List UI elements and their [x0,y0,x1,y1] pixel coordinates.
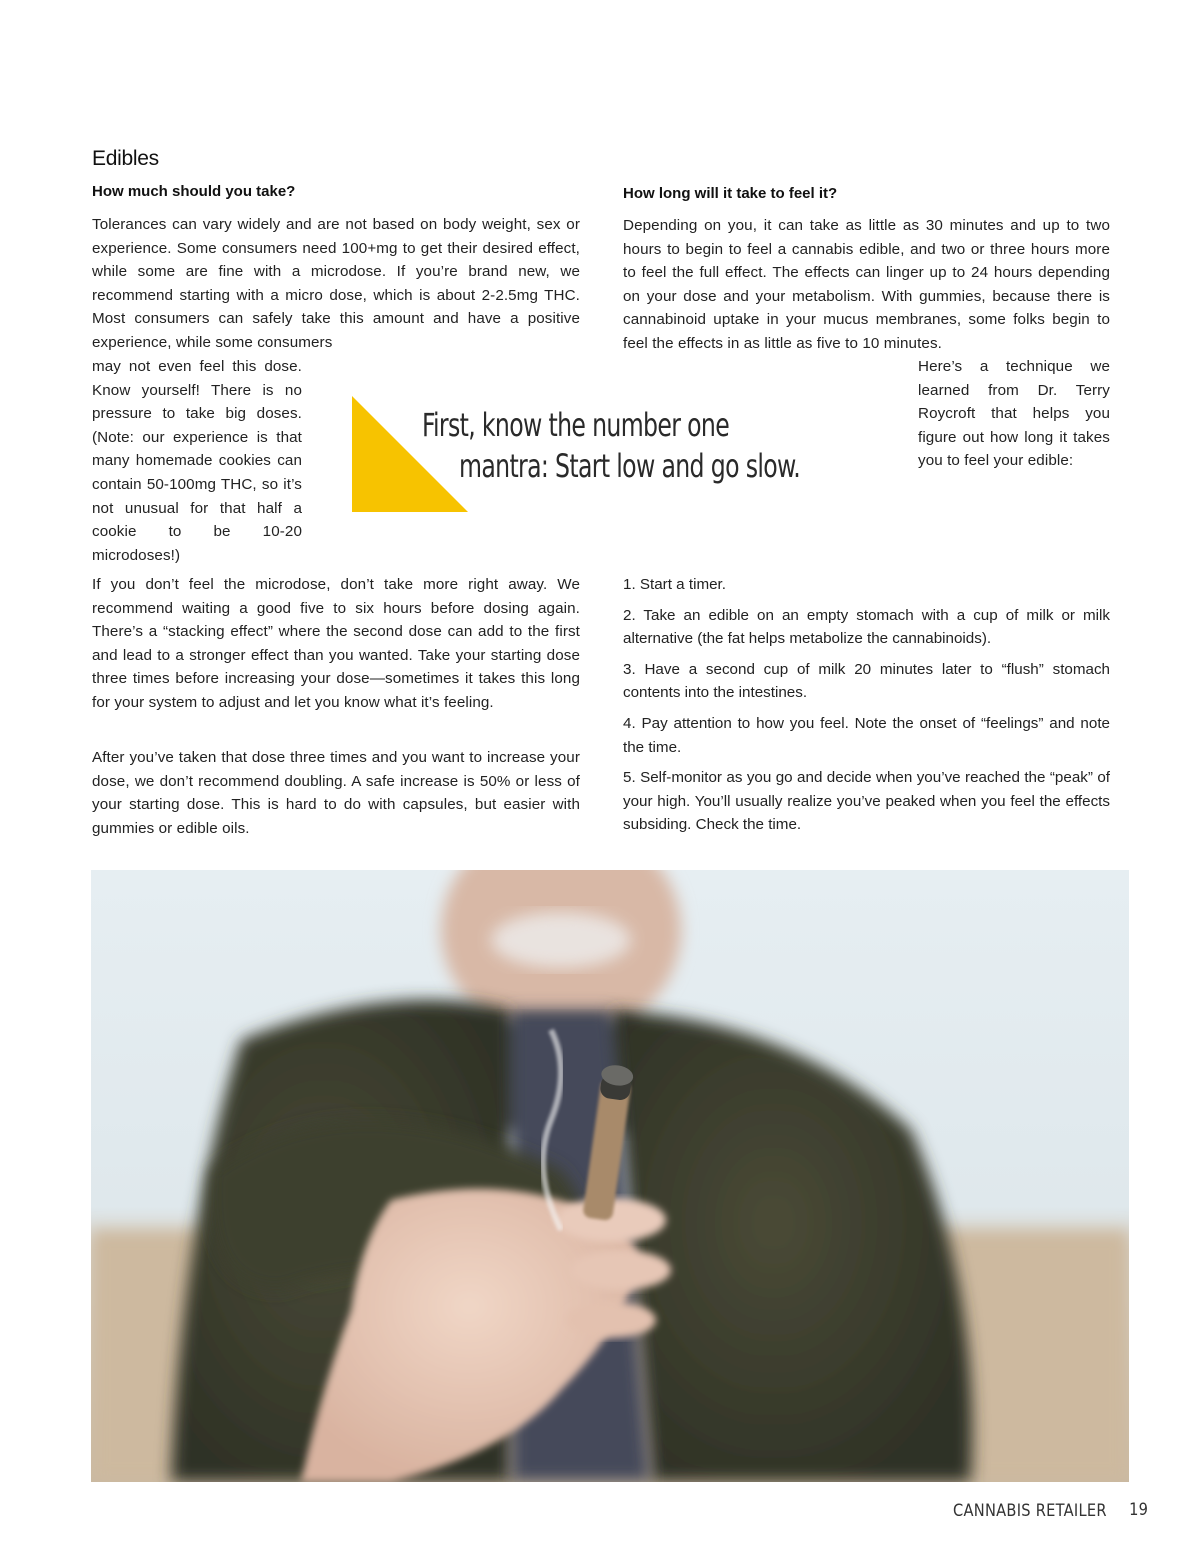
pull-quote-line-2: mantra: Start low and go slow. [459,447,801,485]
left-paragraph-3: After you’ve taken that dose three times and you want to increase your dose, we don’t recommend doubling. A safe increase is 50% or less of your starting dose. This is hard to do with capsules, but easier with gummies or edible oils. [92,749,580,837]
list-item: 3. Have a second cup of milk 20 minutes later to “flush” stomach contents into the intestines. [623,660,1110,702]
pull-quote-line-1: First, know the number one [422,406,730,444]
list-item: 2. Take an edible on an empty stomach with a cup of milk or milk alternative (the fat helps metabolize the cannabinoids). [623,606,1110,648]
footer-publication: CANNABIS RETAILER [953,1501,1107,1521]
list-item: 4. Pay attention to how you feel. Note the onset of “feelings” and note the time. [623,714,1110,756]
right-paragraph-intro: Depending on you, it can take as little as 30 minutes and up to two hours to begin to feel a cannabis edible, and two or three hours more to feel the full effect. The effects can linger up to 24 hours depending on your dose and your metabolism. With gummies, because there is cannabinoid uptake in your mucus membranes, some folks begin to feel the effects in as little as five to 10 minutes. [623,217,1110,352]
left-paragraph-narrow: may not even feel this dose. Know yourself! There is no pressure to take big doses. (Note: our experience is that many homemade cookies can contain 50-100mg THC, so it’s not unusual for that half a cookie to be 10-20 microdoses!) [92,358,302,564]
right-heading: How long will it take to feel it? [623,185,838,202]
right-paragraph-narrow: Here’s a technique we learned from Dr. Terry Roycroft that helps you figure out how long it takes you to feel your edible: [918,358,1110,470]
list-item: 5. Self-monitor as you go and decide when you’ve reached the “peak” of your high. You’ll usually realize you’ve peaked when you feel the effects subsiding. Check the time. [623,769,1110,834]
left-paragraph-2: If you don’t feel the microdose, don’t take more right away. We recommend waiting a good five to six hours before dosing again. There’s a “stacking effect” where the second dose can add to the first and lead to a stronger effect than you wanted. Take your starting dose three times before increasing your dose—sometimes it takes this long for your system to adjust and let you know what it’s feeling. [92,576,580,711]
steps-list [623,573,1110,837]
photo-person-holding-joint-icon [91,870,1129,1482]
footer-page-number: 19 [1128,1500,1148,1520]
left-paragraph-intro: Tolerances can vary widely and are not based on body weight, sex or experience. Some consumers need 100+mg to get their desired effect, while some are fine with a microdose. If you’re brand new, we recommend starting with a micro dose, which is about 2-2.5mg THC. Most consumers can safely take this amount and have a positive experience, while some consumers [92,216,580,351]
article-photo [91,870,1129,1482]
left-heading: How much should you take? [92,183,296,200]
list-item: 1. Start a timer. [623,576,726,593]
section-title: Edibles [92,147,159,170]
